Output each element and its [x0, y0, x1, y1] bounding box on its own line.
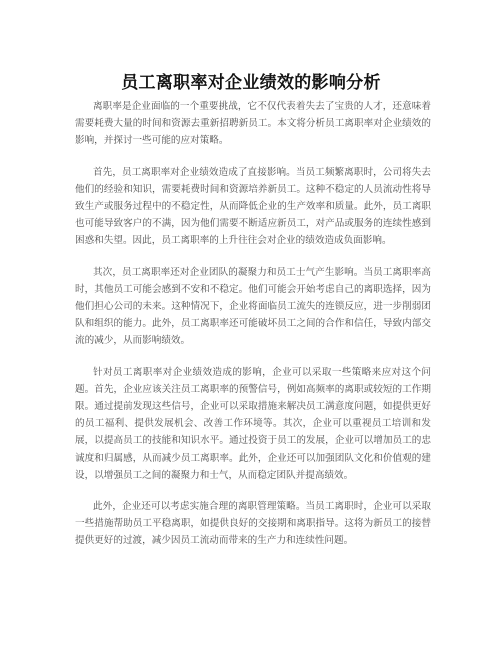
- document-body: [75, 98, 431, 564]
- document-title: 员工离职率对企业绩效的影响分析: [121, 73, 381, 94]
- paragraph-team-morale: 其次，员工离职率还对企业团队的凝聚力和员工士气产生影响。当员工离职率高时，其他员工可能会感到不安和不稳定。他们可能会开始考虑自己的离职选择，因为他们担心公司的未来。这种情况下，企业将面临员工流失的连锁反应，进一步削弱团队和组织的能力。此外，员工离职率还可能破坏员工之间的合作和信任，导致内部交流的减少，从而影响绩效。: [75, 266, 431, 347]
- paragraph-direct-impact: 首先，员工离职率对企业绩效造成了直接影响。当员工频繁离职时，公司将失去他们的经验和知识，需要耗费时间和资源培养新员工。这种不稳定的人员流动性将导致生产或服务过程中的不稳定性，从而降低企业的生产效率和质量。此外，员工离职也可能导致客户的不满，因为他们需要不断适应新员工，对产品或服务的连续性感到困惑和失望。因此，员工离职率的上升往往会对企业的绩效造成负面影响。: [75, 166, 431, 247]
- paragraph-intro: 离职率是企业面临的一个重要挑战，它不仅代表着失去了宝贵的人才，还意味着需要耗费大量的时间和资源去重新招聘新员工。本文将分析员工离职率对企业绩效的影响，并探讨一些可能的应对策略。: [75, 101, 431, 147]
- paragraph-strategies: 针对员工离职率对企业绩效造成的影响，企业可以采取一些策略来应对这个问题。首先，企业应该关注员工离职率的预警信号，例如高频率的离职或较短的工作期限。通过提前发现这些信号，企业可以采取措施来解决员工满意度问题，如提供更好的员工福利、提供发展机会、改善工作环境等。其次，企业可以重视员工培训和发展，以提高员工的技能和知识水平。通过投资于员工的发展，企业可以增加员工的忠诚度和归属感，从而减少员工离职率。此外，企业还可以加强团队文化和价值观的建设，以增强员工之间的凝聚力和士气，从而稳定团队并提高绩效。: [75, 366, 431, 481]
- paragraph-exit-management: 此外，企业还可以考虑实施合理的离职管理策略。当员工离职时，企业可以采取一些措施帮助员工平稳离职，如提供良好的交接期和离职指导。这将为新员工的接替提供更好的过渡，减少因员工流动而带来的生产力和连续性问题。: [75, 501, 431, 547]
